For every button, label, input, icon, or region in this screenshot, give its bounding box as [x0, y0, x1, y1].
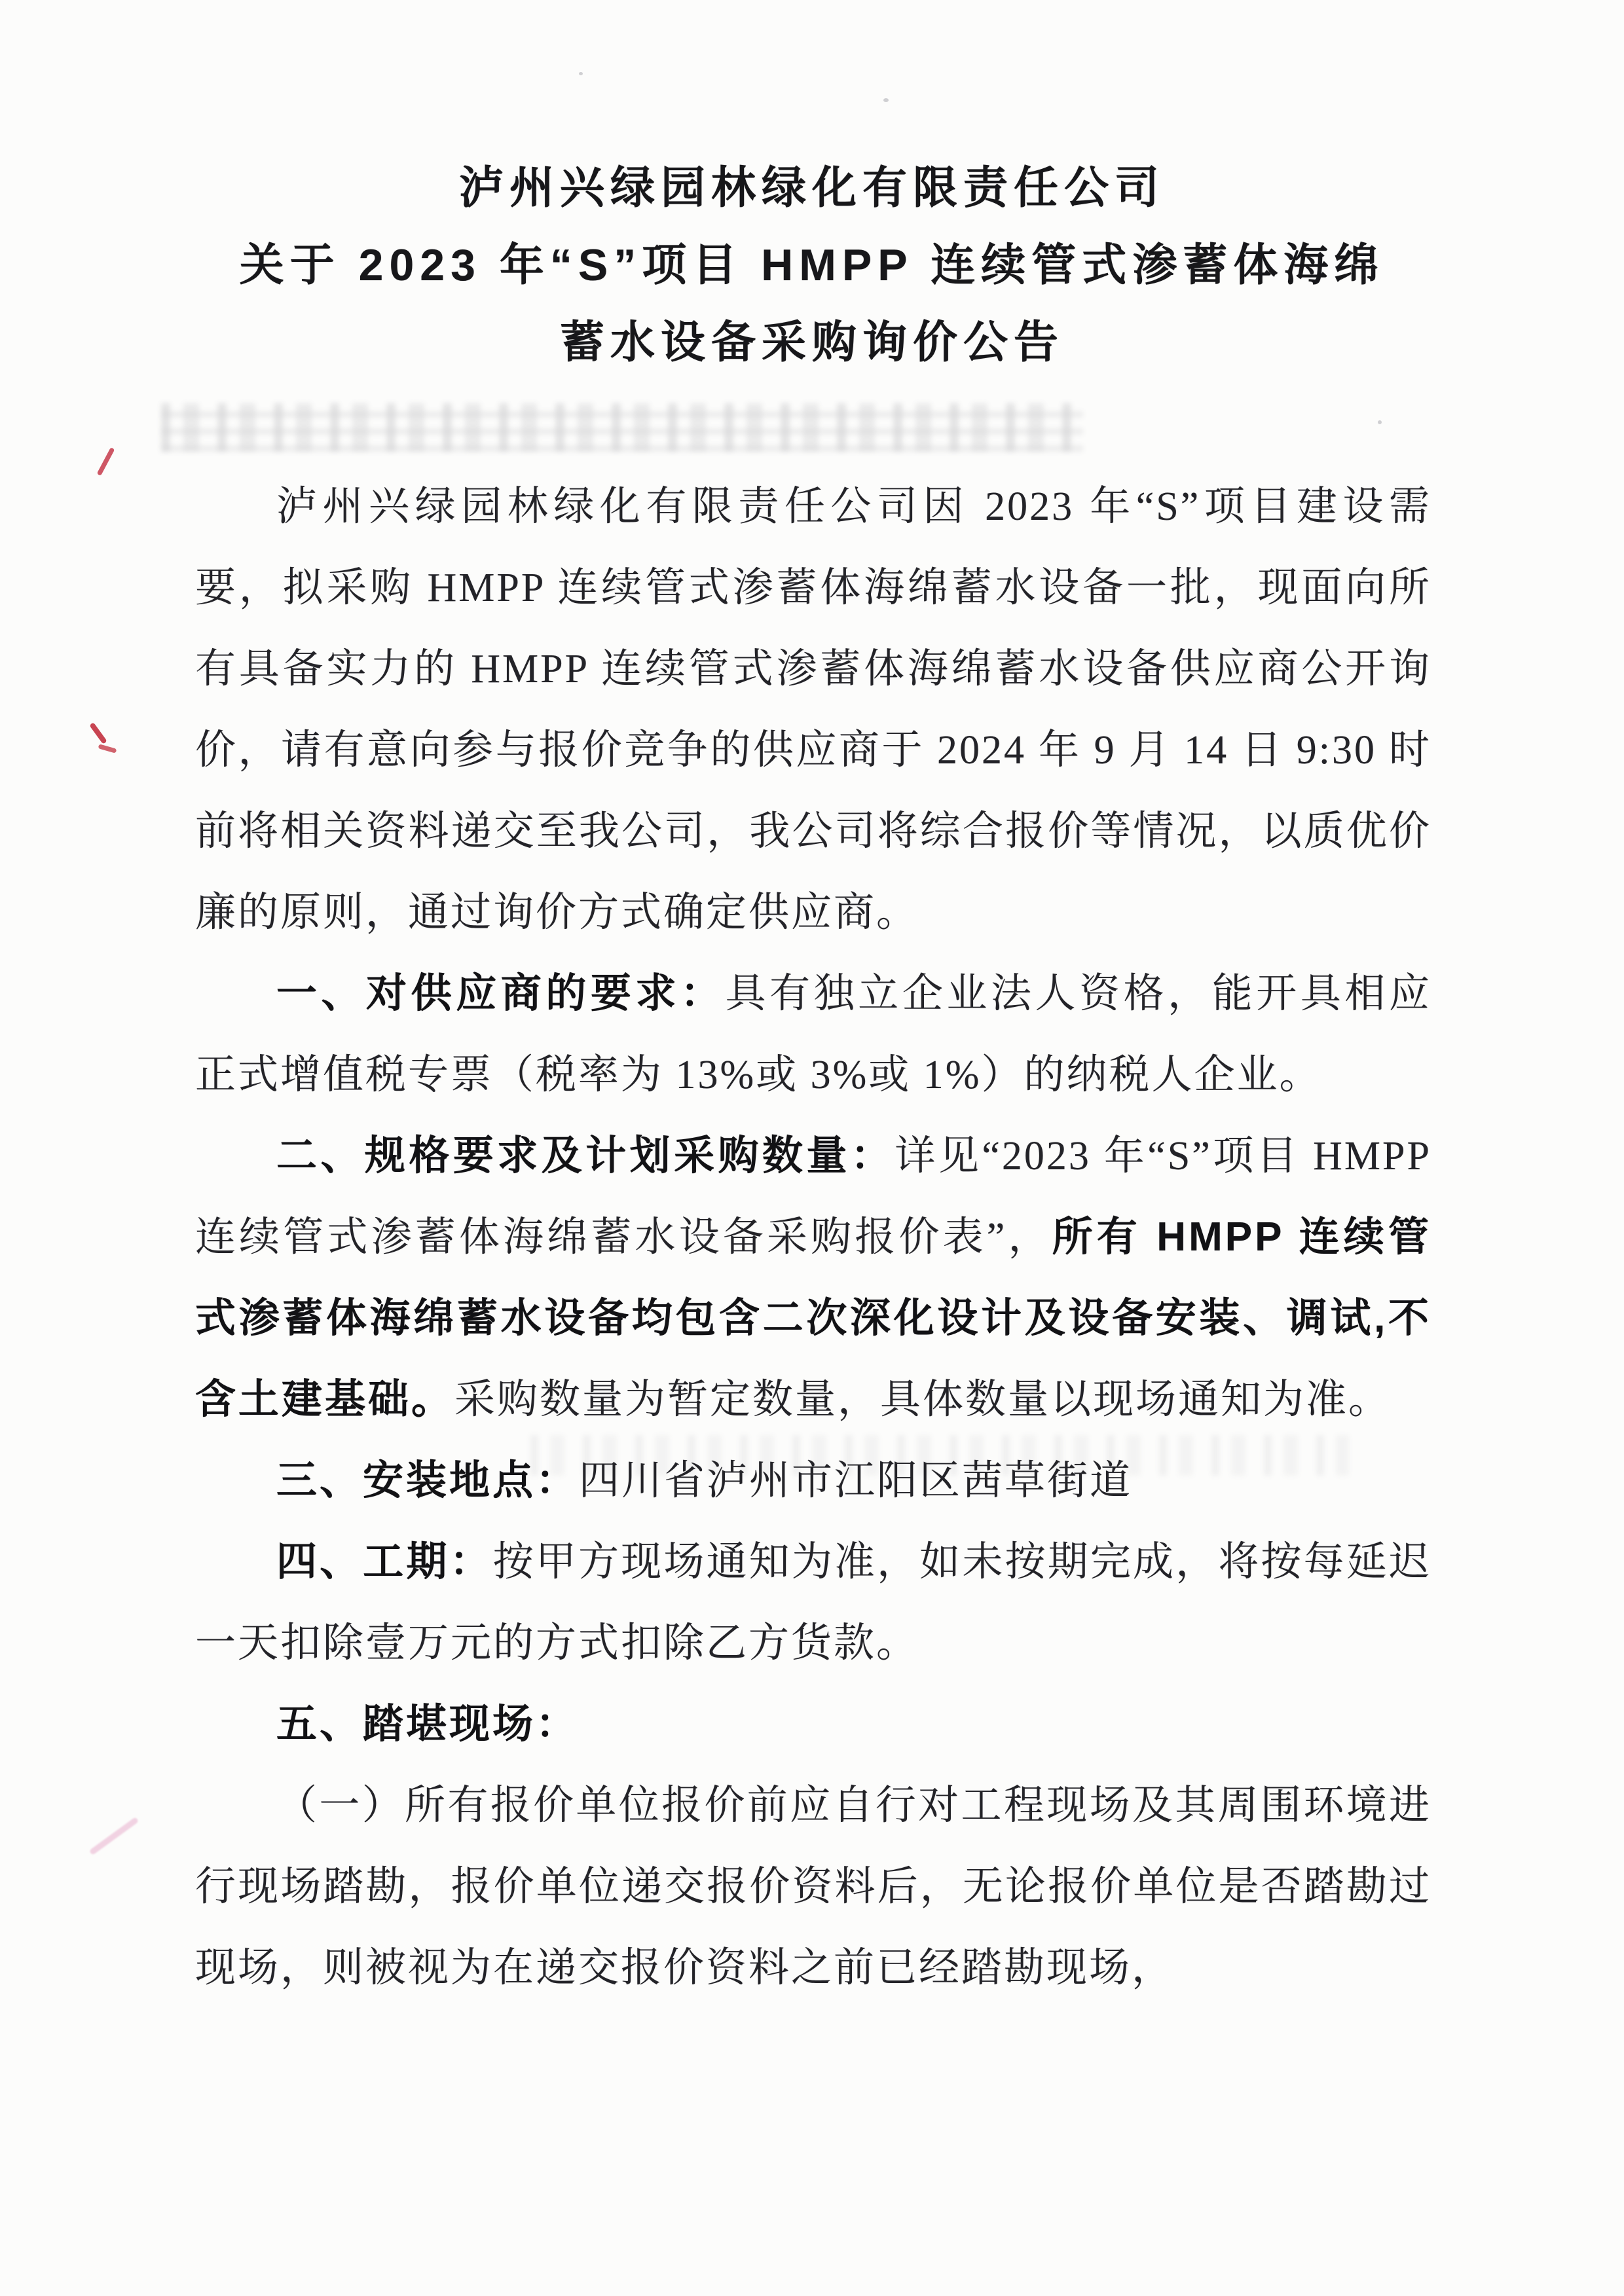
paragraph-section-4-construction-period	[195, 1522, 1431, 1684]
text-run: 按甲方现场通知为准，如未按期完成，将按每延迟一天扣除壹万元的方式扣除乙方货款。	[195, 1540, 1431, 1666]
text-run: 详见“2023 年“S”项目 HMPP 连续管式渗蓄体海绵蓄水设备采购报价表”，	[195, 1134, 1431, 1260]
paragraph-section-1-supplier-requirements	[195, 953, 1431, 1116]
section-heading: 五、踏堪现场：	[276, 1702, 580, 1747]
text-run: 四川省泸州市江阳区茜草街道	[579, 1459, 1133, 1503]
section-heading: 二、规格要求及计划采购数量：	[276, 1133, 895, 1178]
document-title	[0, 149, 1624, 381]
text-run: 具有独立企业法人资格，能开具相应正式增值税专票（税率为 13%或 3%或 1%）的纳税人企业。	[195, 972, 1431, 1097]
title-line-company: 泸州兴绿园林绿化有限责任公司	[458, 163, 1165, 213]
document-body	[195, 466, 1431, 2009]
title-line-subject: 关于 2023 年“S”项目 HMPP 连续管式渗蓄体海绵	[239, 240, 1385, 290]
text-run: 采购数量为暂定数量，具体数量以现场通知为准。	[454, 1377, 1392, 1422]
section-heading: 一、对供应商的要求：	[276, 971, 726, 1016]
text-run: 泸州兴绿园林绿化有限责任公司因 2023 年“S”项目建设需要，拟采购 HMPP 连续管式渗蓄体海绵蓄水设备一批，现面向所有具备实力的 HMPP 连续管式渗蓄体海绵蓄水设备供应商公开询价，请有意向参与报价竞争的供应商于 2024 年 9 月 14 日 9:30 时前将相关资料递交至我公司，我公司将综合报价等情况，以质优价廉的原则，通过询价方式确定供应商。	[195, 484, 1431, 935]
paragraph-intro	[195, 466, 1431, 953]
text-run: （一）所有报价单位报价前应自行对工程现场及其周围环境进行现场踏勘，报价单位递交报价资料后，无论报价单位是否踏勘过现场，则被视为在递交报价资料之前已经踏勘现场，	[195, 1783, 1431, 1990]
section-heading: 三、安装地点：	[276, 1458, 580, 1503]
title-line-notice-type: 蓄水设备采购询价公告	[559, 318, 1064, 367]
red-pen-mark	[89, 722, 107, 744]
section-heading: 四、工期：	[276, 1539, 493, 1584]
scan-speck	[883, 98, 889, 102]
paragraph-section-3-installation-location	[195, 1440, 1431, 1522]
paragraph-site-visit-item-1	[195, 1765, 1431, 2009]
pink-smudge-mark	[89, 1817, 139, 1855]
red-pen-mark	[97, 447, 115, 476]
red-pen-mark	[98, 744, 117, 753]
scan-speck	[579, 72, 583, 75]
scan-speck	[1378, 420, 1382, 424]
paragraph-section-5-site-visit	[195, 1684, 1431, 1765]
bleedthrough-smudge-row	[161, 403, 1083, 452]
paragraph-section-2-specs-and-quantity	[195, 1116, 1431, 1440]
emphasized-text-run: 所有 HMPP 连续管式渗蓄体海绵蓄水设备均包含二次深化设计及设备安装、调试,不含土建基础。	[195, 1214, 1431, 1422]
